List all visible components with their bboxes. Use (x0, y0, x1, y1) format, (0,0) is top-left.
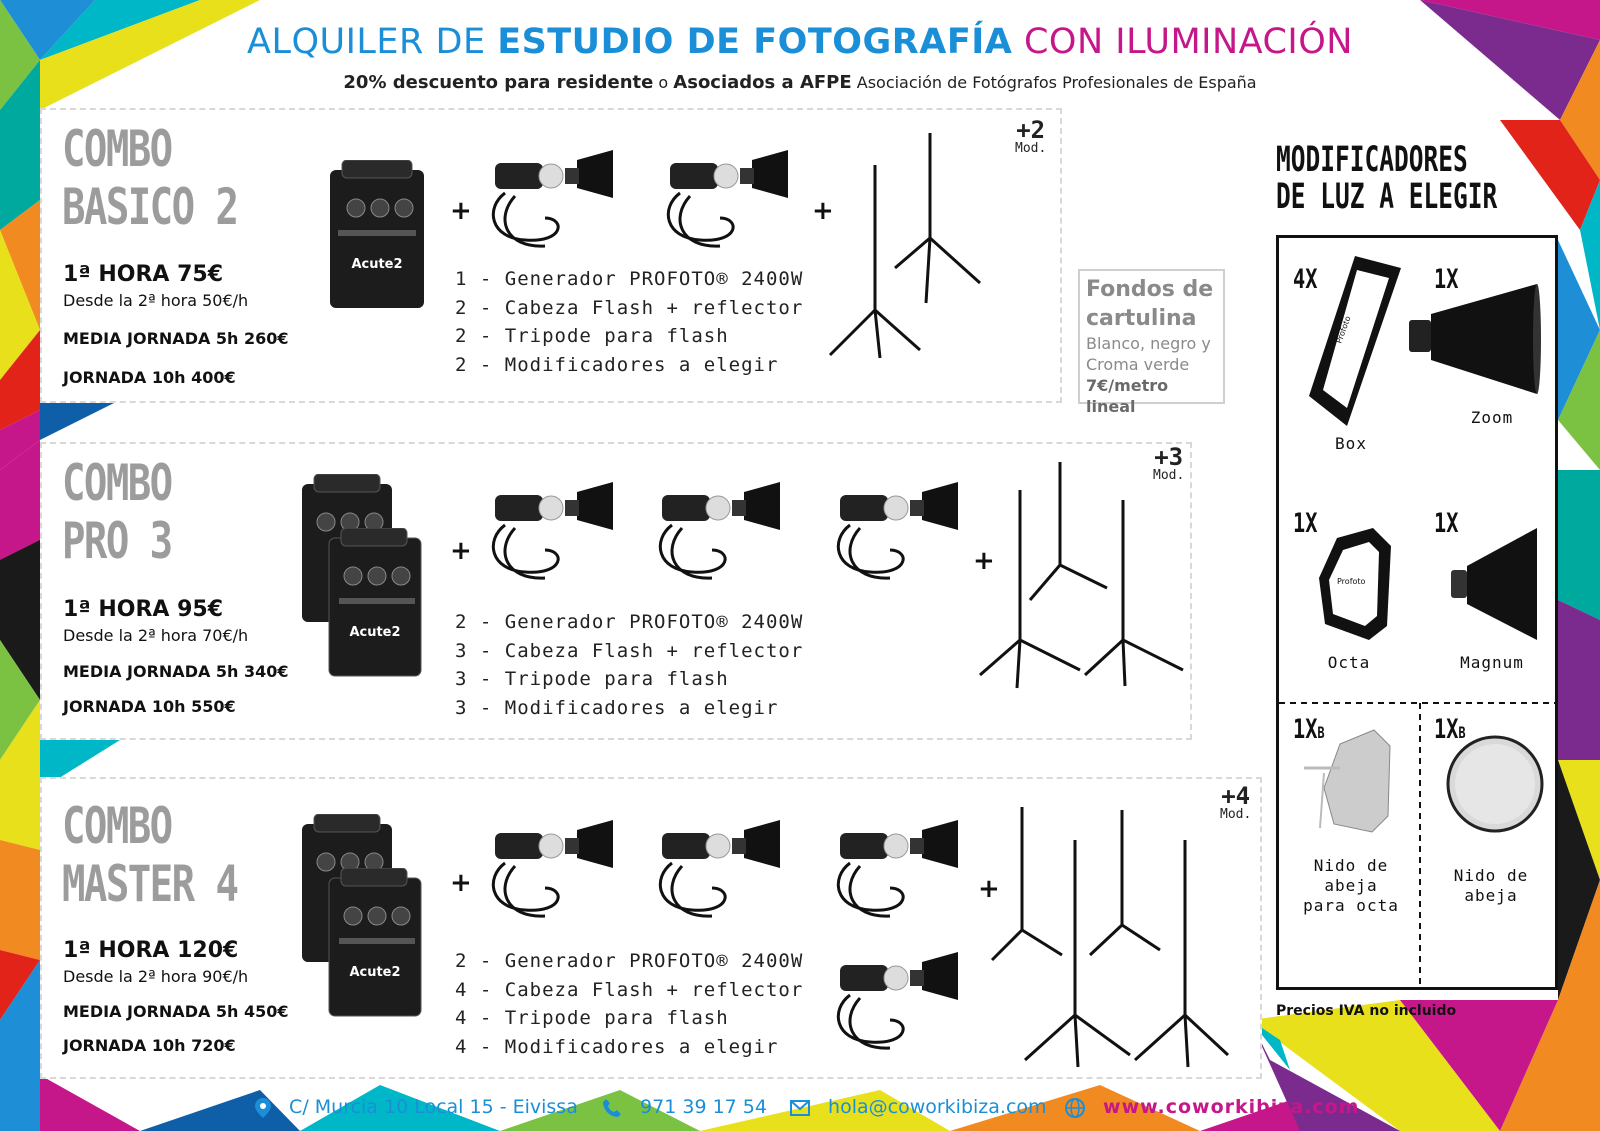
nido-octa-qty-main: 1X (1293, 714, 1318, 745)
flash-head-image (485, 818, 620, 923)
flash-head-image (485, 480, 620, 585)
combo-pro-mod-badge (1153, 445, 1184, 482)
subtitle-mid: o (653, 73, 674, 92)
modifiers-title-line2: DE LUZ A ELEGIR (1276, 177, 1498, 217)
combo-basico-half-day: MEDIA JORNADA 5h 260€ (63, 329, 289, 348)
nido-qty-main: 1X (1434, 714, 1459, 745)
fondos-cartulina-box (1078, 269, 1225, 416)
email-icon (790, 1100, 810, 1116)
item-line: 2 - Cabeza Flash + reflector (455, 296, 804, 319)
generator-image (322, 160, 432, 310)
phone-text[interactable]: 971 39 17 54 (640, 1096, 767, 1118)
combo-master-name (62, 797, 237, 913)
combo-master-items (455, 947, 803, 1061)
combo-basico-first-hour: 1ª HORA 75€ (63, 262, 224, 287)
zoom-label: Zoom (1470, 408, 1514, 427)
combo-master-full-day: JORNADA 10h 720€ (63, 1036, 236, 1055)
plus-sign: + (973, 546, 995, 576)
plus-sign: + (812, 196, 834, 226)
box-qty: 4X (1293, 264, 1318, 295)
plus-sign: + (450, 536, 472, 566)
fondos-desc: Blanco, negro y Croma verde (1086, 334, 1211, 374)
softbox-icon (1307, 256, 1403, 428)
combo-basico-items (455, 265, 803, 379)
magnum-qty: 1X (1434, 508, 1459, 539)
discount-subtitle (0, 72, 1600, 93)
globe-icon (1065, 1098, 1085, 1118)
tripod-image (890, 128, 990, 308)
flash-head-image (652, 818, 787, 923)
modifiers-title-line1: MODIFICADORES (1276, 140, 1468, 180)
generator-image (325, 868, 425, 1018)
honeycomb-grid-icon (1304, 728, 1394, 838)
item-line: 4 - Tripode para flash (455, 1007, 729, 1029)
combo-basico-full-day: JORNADA 10h 400€ (63, 368, 236, 387)
svg-text:Profoto: Profoto (1334, 314, 1353, 345)
item-line: 3 - Cabeza Flash + reflector (455, 639, 804, 662)
combo-basico-name (62, 120, 237, 236)
title-part-3: CON ILUMINACIÓN (1012, 22, 1353, 62)
location-pin-icon (255, 1098, 271, 1118)
iva-note: Precios IVA no incluido (1276, 1003, 1457, 1019)
modifiers-title (1276, 142, 1497, 216)
item-line: 2 - Generador PROFOTO® 2400W (455, 950, 804, 972)
combo-master-half-day: MEDIA JORNADA 5h 450€ (63, 1002, 289, 1021)
tripod-image (975, 460, 1185, 690)
generator-label: Acute2 (349, 625, 401, 640)
tripod-image (990, 805, 1230, 1070)
fondos-price: 7€/metro lineal (1086, 376, 1169, 416)
mod-label: Mod. (1220, 807, 1252, 822)
item-line: 3 - Tripode para flash (455, 668, 729, 690)
combo-master-next-hours: Desde la 2ª hora 90€/h (63, 967, 249, 986)
mod-label: Mod. (1153, 468, 1185, 483)
box-label: Box (1335, 434, 1367, 453)
zoom-reflector-icon (1409, 284, 1541, 396)
magnum-reflector-icon (1451, 528, 1539, 640)
generator-label: Acute2 (351, 257, 403, 272)
combo-master-first-hour: 1ª HORA 120€ (63, 938, 239, 963)
plus-sign: + (978, 874, 1000, 904)
item-line: 2 - Modificadores a elegir (455, 353, 779, 376)
flash-head-image (652, 480, 787, 585)
nido-label: Nido de abeja (1453, 866, 1529, 905)
mod-count: +2 (1016, 116, 1046, 144)
combo-basico-next-hours: Desde la 2ª hora 50€/h (63, 291, 249, 310)
item-line: 4 - Modificadores a elegir (455, 1035, 779, 1058)
subtitle-rest: Asociación de Fotógrafos Profesionales de España (851, 73, 1257, 92)
flash-head-image (660, 148, 795, 253)
octa-label: Octa (1327, 653, 1371, 672)
address-text: C/ Murcia 10 Local 15 - Eivissa (289, 1096, 578, 1118)
mod-count: +4 (1221, 782, 1251, 810)
fondos-title: Fondos de cartulina (1086, 277, 1214, 331)
combo-name-line2: BASICO 2 (62, 178, 238, 236)
zoom-qty: 1X (1434, 264, 1459, 295)
footer-phone[interactable] (602, 1096, 767, 1118)
footer-web[interactable] (1065, 1096, 1359, 1118)
magnum-label: Magnum (1460, 653, 1524, 672)
plus-sign: + (450, 196, 472, 226)
phone-icon (602, 1098, 622, 1118)
page-title (0, 22, 1600, 62)
flash-head-image (830, 950, 965, 1055)
web-text[interactable]: www.coworkibiza.com (1103, 1096, 1360, 1118)
subtitle-bold-1: 20% descuento para residente (343, 72, 654, 93)
item-line: 2 - Tripode para flash (455, 325, 729, 347)
combo-pro-items (455, 608, 803, 722)
combo-pro-next-hours: Desde la 2ª hora 70€/h (63, 626, 249, 645)
item-line: 3 - Modificadores a elegir (455, 696, 779, 719)
flash-head-image (830, 480, 965, 585)
generator-label: Acute2 (349, 965, 401, 980)
combo-name-line1: COMBO (62, 797, 172, 855)
item-line: 2 - Generador PROFOTO® 2400W (455, 611, 804, 633)
honeycomb-dish-icon (1445, 734, 1545, 834)
generator-image (325, 528, 425, 678)
combo-name-line1: COMBO (62, 120, 172, 178)
footer-address (255, 1096, 578, 1118)
combo-pro-name (62, 454, 172, 570)
octa-qty: 1X (1293, 508, 1318, 539)
modifiers-panel (1276, 235, 1558, 990)
combo-name-line1: COMBO (62, 454, 172, 512)
combo-name-line2: PRO 3 (62, 512, 172, 570)
combo-master-mod-badge (1220, 784, 1251, 821)
subtitle-bold-2: Asociados a AFPE (673, 72, 852, 93)
combo-pro-first-hour: 1ª HORA 95€ (63, 597, 224, 622)
email-text[interactable]: hola@coworkibiza.com (828, 1096, 1047, 1118)
flash-head-image (830, 818, 965, 923)
nido-octa-qty-sub: B (1317, 723, 1325, 742)
combo-basico-mod-badge (1015, 118, 1046, 155)
nido-octa-label: Nido de abeja para octa (1303, 856, 1399, 915)
title-part-2: ESTUDIO DE FOTOGRAFÍA (497, 22, 1013, 62)
octa-softbox-icon (1317, 528, 1393, 640)
flash-head-image (485, 148, 620, 253)
item-line: 4 - Cabeza Flash + reflector (455, 978, 804, 1001)
plus-sign: + (450, 868, 472, 898)
item-line: 1 - Generador PROFOTO® 2400W (455, 268, 804, 290)
mod-label: Mod. (1015, 141, 1047, 156)
footer-email[interactable] (790, 1096, 1047, 1118)
combo-pro-half-day: MEDIA JORNADA 5h 340€ (63, 662, 289, 681)
title-part-1: ALQUILER DE (247, 22, 498, 62)
svg-text:Profoto: Profoto (1337, 577, 1366, 586)
combo-pro-full-day: JORNADA 10h 550€ (63, 697, 236, 716)
mod-count: +3 (1154, 443, 1184, 471)
combo-name-line2: MASTER 4 (62, 855, 238, 913)
nido-qty-sub: B (1458, 723, 1466, 742)
